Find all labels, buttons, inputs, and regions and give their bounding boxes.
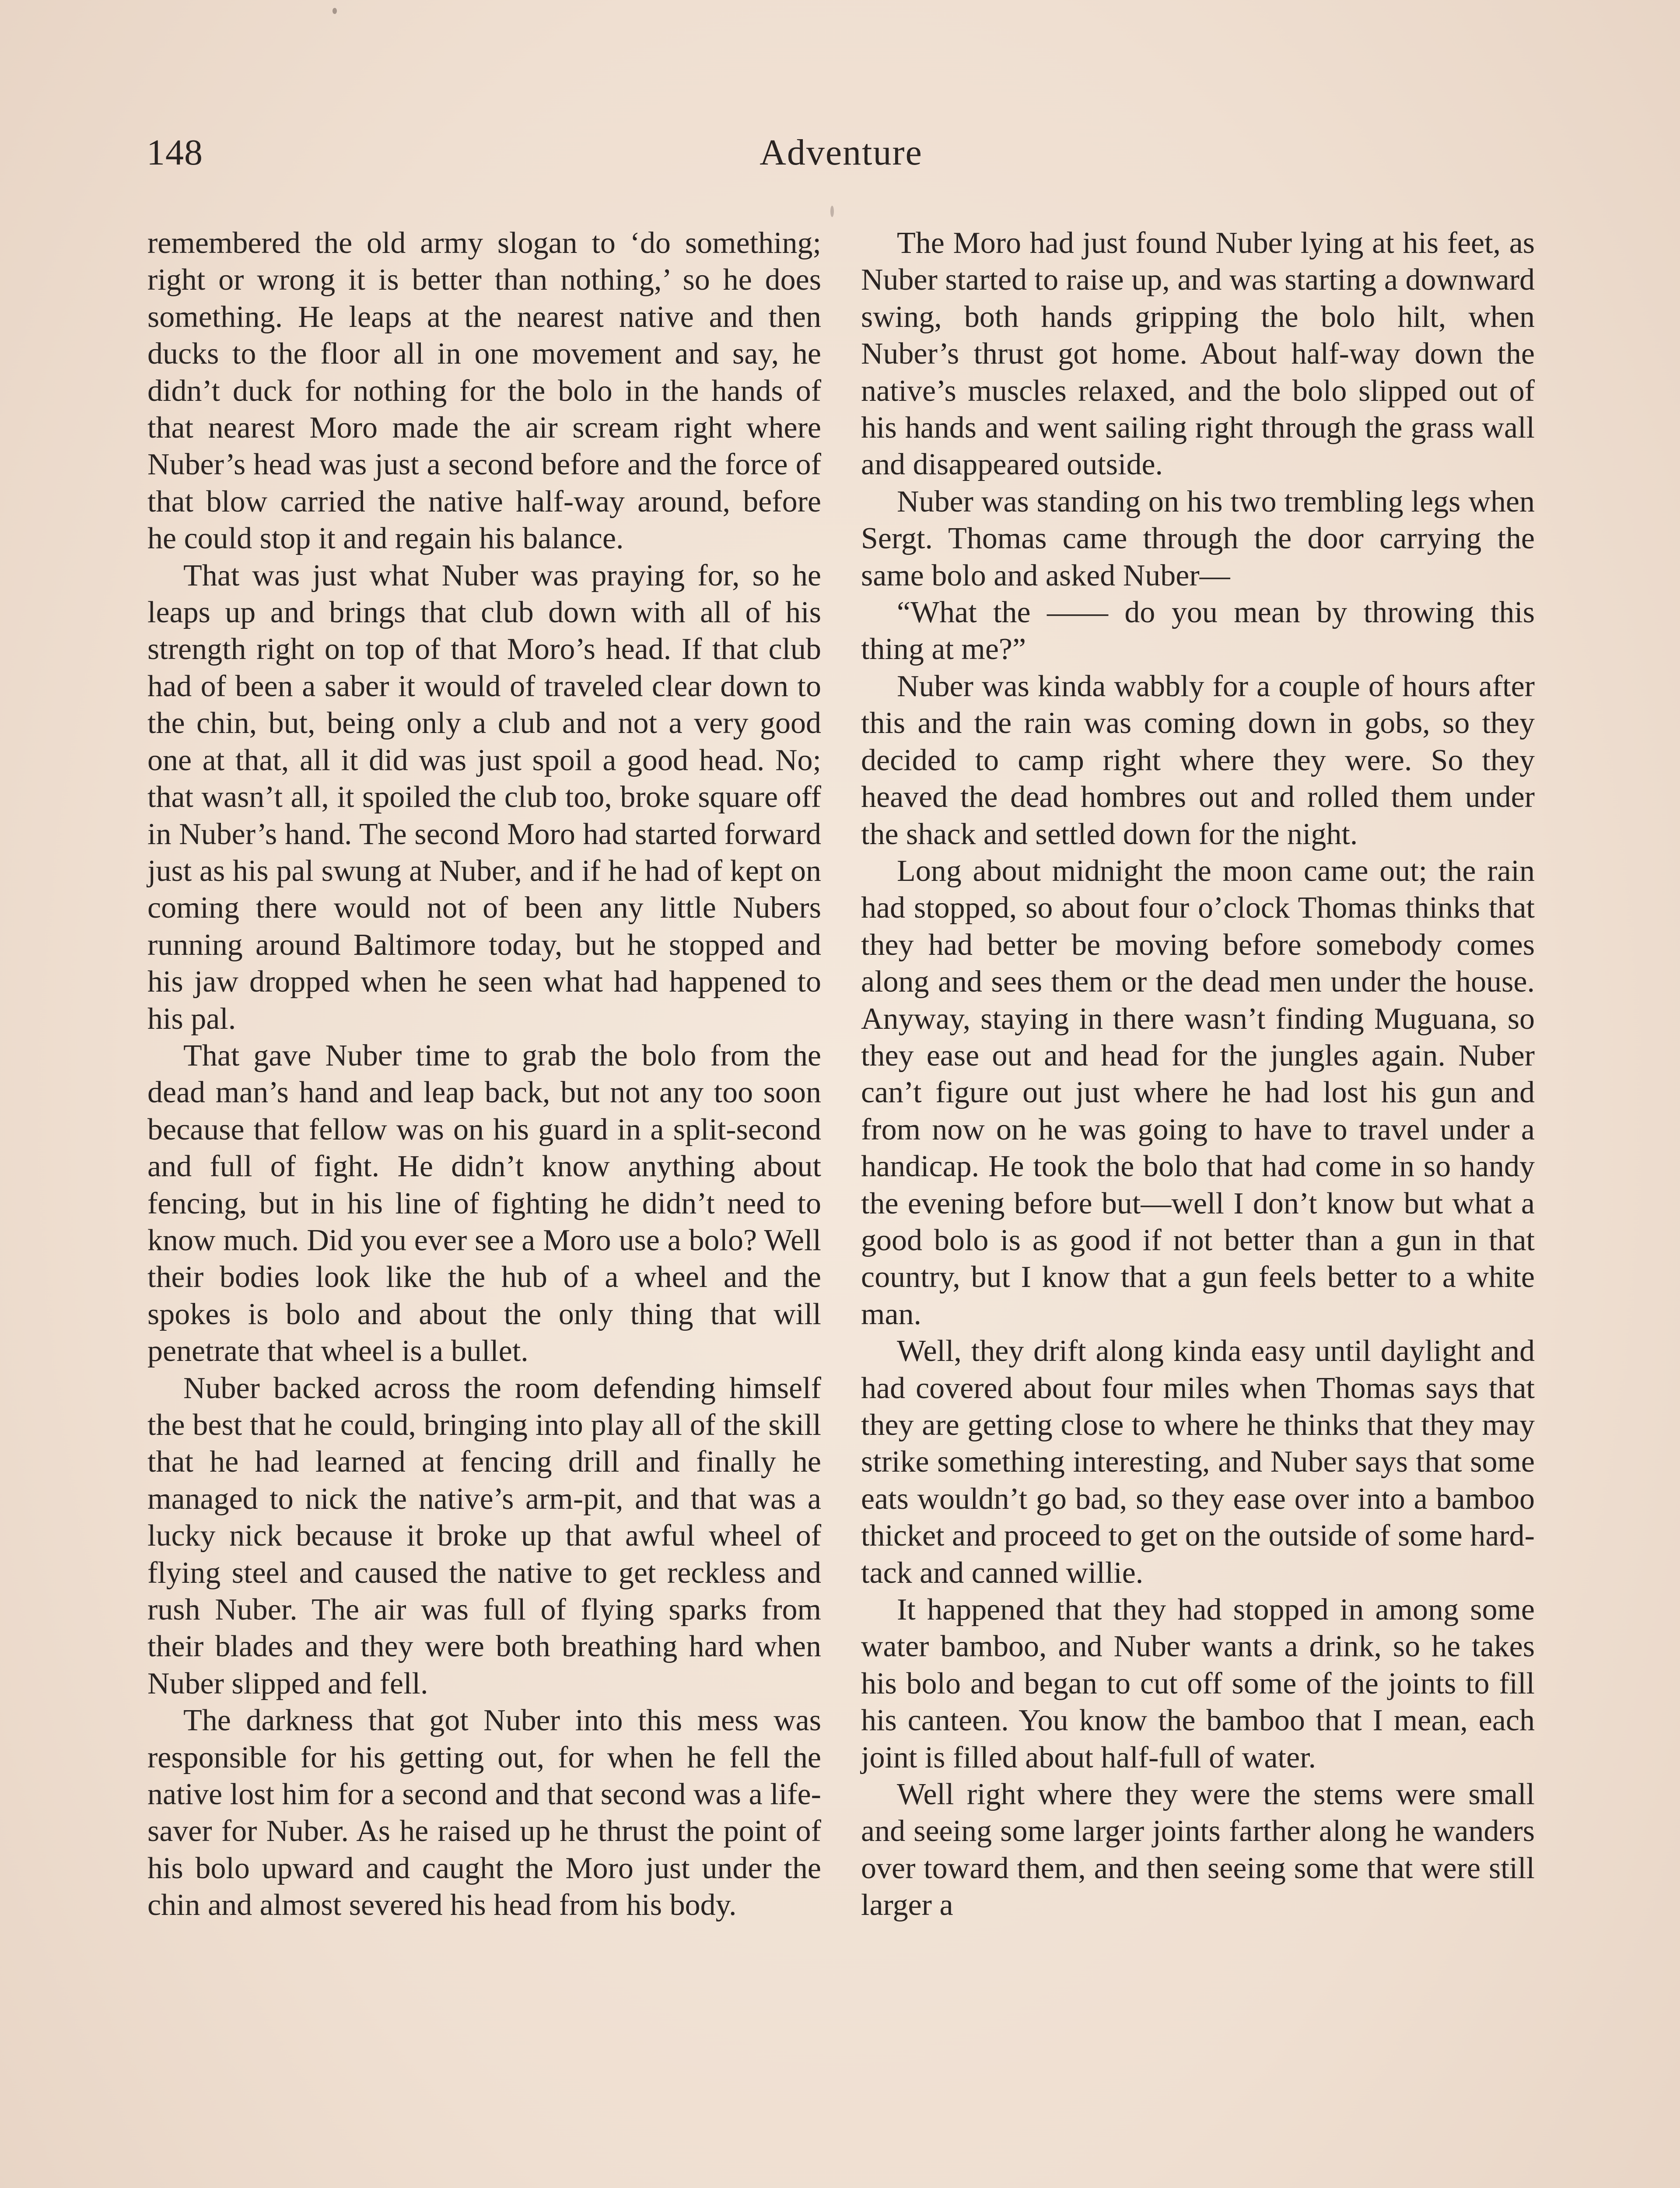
- paragraph: Well, they drift along kinda easy until daylight and had covered about four miles when Thomas says that they are getting close to where he thinks that they may strike something interesting, and Nuber says that some eats wouldn’t go bad, so they ease over into a bamboo thicket and proceed to get on the outside of some hard-tack and canned willie.: [861, 1334, 1535, 1590]
- paragraph: Nuber was standing on his two trembling legs when Sergt. Thomas came through the door carrying the same bolo and asked Nuber—: [861, 484, 1535, 593]
- paragraph: The Moro had just found Nuber lying at his feet, as Nuber started to raise up, and was starting a downward swing, both hands gripping the bolo hilt, when Nuber’s thrust got home. About half-way down the native’s muscles relaxed, and the bolo slipped out of his hands and went sailing right through the grass wall and disappeared outside.: [861, 226, 1535, 482]
- paper-speck: [830, 206, 834, 217]
- paragraph: The darkness that got Nuber into this mess was responsible for his getting out, for when he fell the native lost him for a second and that second was a life-saver for Nuber. As he raised up he thrust the point of his bolo upward and caught the Moro just under the chin and almost severed his head from his body.: [147, 1704, 821, 1922]
- paragraph: Long about midnight the moon came out; the rain had stopped, so about four o’clock Thomas thinks that they had better be moving before somebody comes along and sees them or the dead men under the house. Anyway, staying in there wasn’t finding Muguana, so they ease out and head for the jungles again. Nuber can’t figure out just where he had lost his gun and from now on he was going to have to travel under a handicap. He took the bolo that had come in so handy the evening before but—well I don’t know but what a good bolo is as good if not better than a gun in that country, but I know that a gun feels better to a white man.: [861, 854, 1535, 1331]
- paragraph: Nuber backed across the room defending himself the best that he could, bringing into play all of the skill that he had learned at fencing drill and finally he managed to nick the native’s arm-pit, and that was a lucky nick because it broke up that awful wheel of flying steel and caused the native to get reckless and rush Nuber. The air was full of flying sparks from their blades and they were both breathing hard when Nuber slipped and fell.: [147, 1371, 821, 1701]
- left-column: [147, 225, 821, 1924]
- paragraph: Well right where they were the stems were small and seeing some larger joints farther along he wanders over toward them, and then seeing some that were still larger a: [861, 1778, 1535, 1922]
- running-title: Adventure: [760, 132, 923, 173]
- paragraph: It happened that they had stopped in among some water bamboo, and Nuber wants a drink, so he takes his bolo and began to cut off some of the joints to fill his canteen. You know the bamboo that I mean, each joint is filled about half-full of water.: [861, 1593, 1535, 1774]
- page-number: 148: [147, 132, 203, 173]
- paragraph: “What the —— do you mean by throwing this thing at me?”: [861, 596, 1535, 666]
- paper-speck: [332, 8, 337, 14]
- paragraph: That gave Nuber time to grab the bolo from the dead man’s hand and leap back, but not any too soon because that fellow was on his guard in a split-second and full of fight. He didn’t know anything about fencing, but in his line of fighting he didn’t need to know much. Did you ever see a Moro use a bolo? Well their bodies look like the hub of a wheel and the spokes is bolo and about the only thing that will penetrate that wheel is a bullet.: [147, 1038, 821, 1368]
- page-header: [147, 131, 1536, 179]
- paragraph: remembered the old army slogan to ‘do something; right or wrong it is better than nothing,’ so he does something. He leaps at the nearest native and then ducks to the floor all in one movement and say, he didn’t duck for nothing for the bolo in the hands of that nearest Moro made the air scream right where Nuber’s head was just a second before and the force of that blow carried the native half-way around, before he could stop it and regain his balance.: [147, 226, 821, 556]
- right-column: [861, 225, 1535, 1924]
- paragraph: Nuber was kinda wabbly for a couple of hours after this and the rain was coming down in gobs, so they decided to camp right where they were. So they heaved the dead hombres out and rolled them under the shack and settled down for the night.: [861, 669, 1535, 851]
- paragraph: That was just what Nuber was praying for, so he leaps up and brings that club down with all of his strength right on top of that Moro’s head. If that club had of been a saber it would of traveled clear down to the chin, but, being only a club and not a very good one at that, all it did was just spoil a good head. No; that wasn’t all, it spoiled the club too, broke square off in Nuber’s hand. The second Moro had started forward just as his pal swung at Nuber, and if he had of kept on coming there would not of been any little Nubers running around Baltimore today, but he stopped and his jaw dropped when he seen what had happened to his pal.: [147, 558, 821, 1036]
